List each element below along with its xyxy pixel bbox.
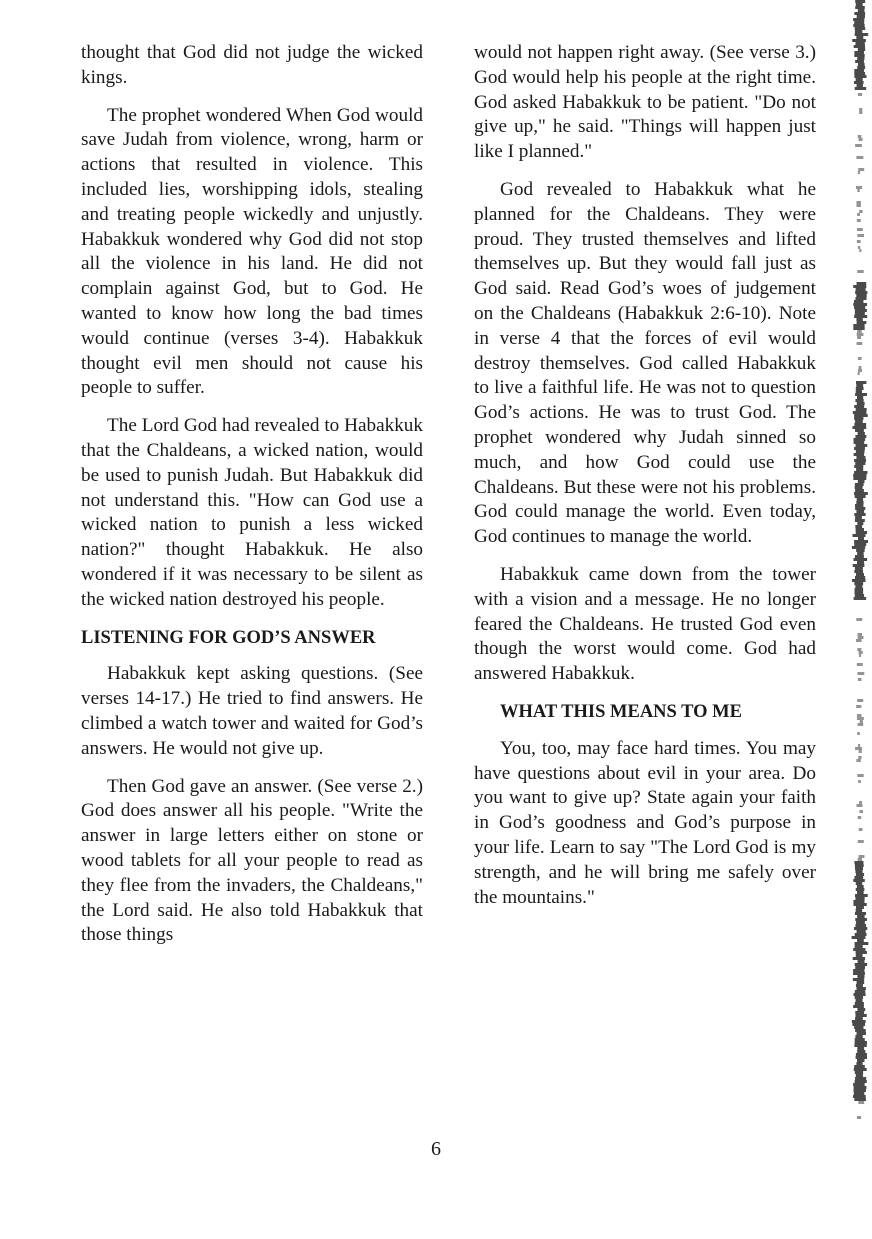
scan-edge-mark [858, 480, 865, 483]
scan-edge-mark [854, 540, 868, 543]
scan-edge-mark [855, 585, 862, 588]
scan-edge-mark [856, 759, 860, 762]
scan-edge-mark [857, 648, 861, 651]
scan-edge-mark [855, 942, 869, 945]
scan-edge-mark [854, 441, 865, 444]
scan-edge-mark [855, 1029, 866, 1032]
scan-edge-mark [856, 705, 861, 708]
scan-edge-mark [854, 513, 865, 516]
scan-edge-mark [856, 954, 863, 957]
scan-edge-mark [854, 1044, 866, 1047]
scan-edge-mark [854, 543, 866, 546]
scan-edge-mark [855, 33, 869, 36]
scan-edge-mark [858, 9, 865, 12]
scan-edge-mark [858, 723, 864, 726]
scan-edge-mark [858, 678, 862, 681]
scan-edge-mark [856, 156, 863, 159]
scan-edge-mark [859, 855, 865, 858]
scan-edge-mark [854, 423, 866, 426]
paragraph: The prophet wondered When God would save Judah from violence, wrong, harm or actions that resulted in violence. This included lies, worshipping idols, stealing and treating people wickedly and unjustly. Habakkuk wondered why God did not stop all the violence in his land. He did not complain against God, but to God. He wanted to know how long the bad times would continue (verses 3-4). Habakkuk thought evil men should not cause his people to suffer. [81, 104, 423, 399]
scan-edge-mark [855, 507, 865, 510]
scan-edge-mark [857, 282, 867, 285]
scan-edge-mark [853, 474, 866, 477]
scan-edge-mark [855, 894, 868, 897]
scan-edge-mark [855, 897, 864, 900]
scan-edge-mark [854, 492, 868, 495]
scan-edge-mark [856, 384, 863, 387]
scan-edge-mark [857, 891, 864, 894]
scan-edge-mark [857, 975, 864, 978]
scan-edge-mark [858, 960, 865, 963]
scan-edge-mark [857, 402, 865, 405]
scan-edge-mark [854, 471, 867, 474]
scan-edge-mark [855, 1017, 863, 1020]
scan-edge-mark [854, 591, 863, 594]
scan-edge-mark [856, 1062, 862, 1065]
scan-edge-mark [854, 54, 864, 57]
left-column [81, 41, 423, 961]
scan-edge-mark [853, 327, 864, 330]
scan-edge-mark [855, 87, 866, 90]
scan-edge-mark [855, 435, 866, 438]
scan-edge-mark [856, 186, 862, 189]
scan-edge-mark [854, 51, 864, 54]
scan-edge-mark [856, 951, 867, 954]
scan-edge-mark [856, 531, 867, 534]
scan-edge-mark [859, 750, 862, 753]
scan-edge-mark [855, 1071, 863, 1074]
scan-edge-mark [856, 888, 865, 891]
scan-edge-mark [854, 405, 864, 408]
scan-edge-mark [857, 270, 863, 273]
right-column [474, 41, 816, 923]
scan-edge-mark [857, 717, 864, 720]
scan-edge-mark [858, 369, 862, 372]
scan-edge-mark [853, 534, 866, 537]
scan-edge-mark [854, 459, 866, 462]
scan-edge-mark [856, 387, 864, 390]
scan-edge-mark [855, 60, 864, 63]
scan-edge-mark [858, 432, 865, 435]
scan-edge-mark [855, 747, 862, 750]
scan-edge-mark [854, 927, 867, 930]
scan-edge-mark [855, 399, 863, 402]
scan-edge-mark [858, 756, 861, 759]
scan-edge-mark [854, 414, 868, 417]
scan-edge-mark [854, 453, 865, 456]
scan-edge-mark [856, 456, 865, 459]
scan-edge-mark [855, 594, 864, 597]
scan-edge-mark [856, 408, 867, 411]
scan-edge-mark [855, 924, 866, 927]
scan-edge-mark [854, 1092, 865, 1095]
scan-edge-mark [853, 285, 866, 288]
scan-edge-mark [855, 291, 867, 294]
scan-edge-mark [854, 21, 864, 24]
scan-edge-mark [855, 42, 864, 45]
scan-edge-mark [855, 1080, 867, 1083]
scan-edge-mark [854, 1086, 867, 1089]
scan-edge-mark [856, 510, 864, 513]
scan-edge-mark [860, 720, 863, 723]
scan-edge-mark [856, 1053, 867, 1056]
scan-edge-mark [859, 138, 863, 141]
scan-edge-mark [854, 1098, 866, 1101]
scan-edge-mark [857, 330, 862, 333]
scan-edge-mark [857, 336, 861, 339]
scan-edge-mark [858, 48, 865, 51]
scan-edge-mark [858, 168, 864, 171]
scan-edge-mark [857, 57, 864, 60]
scan-edge-mark [856, 201, 860, 204]
scan-edge-mark [855, 1038, 865, 1041]
scan-edge-mark [855, 420, 863, 423]
scan-edge-mark [854, 75, 866, 78]
scan-edge-mark [858, 858, 862, 861]
scan-edge-mark [857, 219, 861, 222]
scan-edge-mark [856, 3, 863, 6]
scan-edge-mark [855, 963, 867, 966]
scan-edge-mark [853, 1095, 866, 1098]
scan-edge-mark [852, 936, 866, 939]
scan-edge-mark [854, 315, 867, 318]
scan-edge-mark [853, 957, 865, 960]
scan-edge-mark [856, 501, 863, 504]
scan-edge-mark [857, 804, 863, 807]
scan-edge-mark [853, 18, 864, 21]
scan-edge-shadow [846, 0, 872, 1120]
page-number: 6 [431, 1138, 441, 1160]
scan-edge-mark [853, 948, 865, 951]
scan-edge-mark [859, 801, 862, 804]
scan-edge-mark [856, 468, 863, 471]
scan-edge-mark [858, 93, 862, 96]
scan-edge-mark [855, 504, 863, 507]
scan-edge-mark [855, 966, 865, 969]
scan-edge-mark [859, 651, 863, 654]
scan-edge-mark [856, 882, 863, 885]
scan-edge-mark [856, 999, 863, 1002]
scan-edge-mark [857, 939, 864, 942]
scan-edge-mark [854, 45, 865, 48]
scan-edge-mark [855, 144, 862, 147]
scan-edge-mark [857, 234, 864, 237]
scan-edge-mark [856, 909, 863, 912]
scan-edge-mark [856, 528, 864, 531]
scan-edge-mark [859, 654, 861, 657]
scan-edge-mark [856, 906, 864, 909]
scan-edge-mark [858, 372, 860, 375]
scan-edge-mark [855, 996, 863, 999]
scan-edge-mark [855, 912, 866, 915]
scan-edge-mark [853, 411, 867, 414]
scan-edge-mark [856, 318, 862, 321]
scan-edge-mark [855, 0, 865, 3]
scan-edge-mark [853, 564, 865, 567]
scan-edge-mark [853, 558, 867, 561]
scan-edge-mark [857, 15, 865, 18]
scan-edge-mark [857, 1008, 865, 1011]
scan-edge-mark [855, 1014, 866, 1017]
scan-edge-mark [857, 915, 865, 918]
scan-edge-mark [854, 81, 864, 84]
scan-edge-mark [856, 1074, 863, 1077]
scan-edge-mark [855, 867, 863, 870]
scan-edge-mark [853, 24, 864, 27]
scan-edge-mark [853, 1005, 864, 1008]
scan-edge-mark [856, 987, 865, 990]
scan-edge-mark [855, 918, 867, 921]
scan-edge-mark [856, 984, 863, 987]
scan-edge-mark [857, 663, 863, 666]
scan-edge-mark [855, 27, 865, 30]
scan-edge-mark [857, 714, 862, 717]
scan-edge-mark [857, 333, 864, 336]
scan-edge-mark [854, 465, 863, 468]
scan-edge-mark [854, 417, 863, 420]
scan-edge-mark [857, 930, 866, 933]
scan-edge-mark [853, 438, 865, 441]
scan-edge-mark [856, 294, 866, 297]
scan-edge-mark [858, 357, 862, 360]
scan-edge-mark [856, 450, 865, 453]
scan-edge-mark [855, 6, 865, 9]
scan-edge-mark [853, 1083, 865, 1086]
scan-edge-mark [855, 1011, 864, 1014]
scan-edge-mark [855, 1035, 862, 1038]
paragraph: God revealed to Habakkuk what he planned for the Chaldeans. They were proud. They trusted themselves and lifted themselves up. But they would fall just as God said. Read God’s woes of judgement on the Chaldeans (Habakkuk 2:6-10). Note in verse 4 that the forces of evil would destroy themselves. God called Habakkuk to live a faithful life. He was not to question God’s actions. He was to trust God. The prophet wondered why Judah sinned so much, and how God could use the Chaldeans. But these were not his problems. God could manage the world. Even today, God continues to manage the world. [474, 178, 816, 548]
scan-edge-mark [856, 78, 863, 81]
paragraph: You, too, may face hard times. You may have questions about evil in your area. Do you want to give up? State again your faith in God’s goodness and God’s purpose in your life. Learn to say "The Lord God is my strength, and he will bring me safely over the mountains." [474, 737, 816, 908]
scan-edge-mark [855, 30, 862, 33]
scan-edge-mark [857, 774, 863, 777]
scan-edge-mark [855, 1041, 867, 1044]
scan-edge-mark [856, 639, 862, 642]
scan-edge-mark [856, 288, 866, 291]
scan-edge-mark [855, 462, 865, 465]
scan-edge-mark [857, 66, 865, 69]
scan-edge-mark [858, 171, 860, 174]
scan-edge-mark [855, 945, 863, 948]
paragraph: Habakkuk kept asking questions. (See verses 14-17.) He tried to find answers. He climbed a watch tower and waited for God’s answers. He would not give up. [81, 663, 423, 759]
scan-edge-mark [859, 366, 862, 369]
scan-edge-mark [855, 483, 864, 486]
scan-edge-mark [853, 993, 865, 996]
scan-edge-mark [854, 1026, 863, 1029]
scan-edge-mark [857, 213, 860, 216]
scan-edge-mark [858, 840, 864, 843]
scan-edge-mark [854, 306, 865, 309]
scan-edge-mark [853, 903, 866, 906]
scan-edge-mark [855, 312, 865, 315]
scan-edge-mark [855, 864, 864, 867]
scan-edge-mark [855, 567, 863, 570]
scan-edge-mark [856, 381, 866, 384]
scan-edge-mark [852, 546, 865, 549]
scan-edge-mark [855, 393, 867, 396]
scan-edge-mark [854, 447, 865, 450]
scan-edge-mark [857, 1116, 861, 1119]
scan-edge-mark [852, 1020, 866, 1023]
scan-edge-mark [857, 84, 863, 87]
scan-edge-mark [857, 732, 860, 735]
scan-edge-mark [855, 516, 862, 519]
scan-edge-mark [859, 108, 862, 111]
scan-edge-mark [852, 1023, 865, 1026]
paragraph: Habakkuk came down from the tower with a vision and a message. He no longer feared the Chaldeans. He trusted God even though the worst would come. God had answered Habakkuk. [474, 563, 816, 685]
scan-edge-mark [856, 390, 862, 393]
scan-edge-mark [859, 828, 863, 831]
scan-edge-mark [857, 240, 861, 243]
scan-edge-mark [858, 744, 860, 747]
scan-edge-mark [859, 810, 863, 813]
scan-edge-mark [853, 879, 864, 882]
scan-edge-mark [856, 921, 865, 924]
paragraph: Then God gave an answer. (See verse 2.) God does answer all his people. "Write the answer in large letters either on stone or wood tablets for all your people to read as they flee from the invaders, the Chaldeans," the Lord said. He also told Habakkuk that those things [81, 775, 423, 946]
scan-edge-mark [852, 579, 866, 582]
scan-edge-mark [855, 1002, 864, 1005]
scan-edge-mark [854, 861, 863, 864]
scan-edge-mark [859, 249, 861, 252]
scan-edge-mark [855, 489, 864, 492]
scan-edge-mark [855, 519, 865, 522]
scan-edge-mark [856, 204, 860, 207]
scan-edge-mark [855, 990, 865, 993]
scan-edge-mark [856, 873, 864, 876]
scan-edge-mark [854, 876, 863, 879]
scan-edge-mark [853, 978, 864, 981]
scan-edge-mark [855, 429, 864, 432]
scan-edge-mark [853, 900, 864, 903]
scan-edge-mark [857, 552, 864, 555]
scan-edge-mark [858, 246, 860, 249]
scan-edge-mark [856, 1056, 867, 1059]
scan-edge-mark [858, 1101, 864, 1104]
scan-edge-mark [854, 597, 867, 600]
scan-edge-mark [854, 12, 865, 15]
scan-edge-mark [854, 300, 864, 303]
scan-edge-mark [857, 342, 863, 345]
scan-edge-mark [853, 972, 865, 975]
scan-edge-mark [858, 633, 862, 636]
scan-edge-mark [855, 309, 867, 312]
scan-edge-mark [857, 321, 867, 324]
scan-edge-mark [857, 885, 864, 888]
scan-edge-mark [855, 297, 866, 300]
scan-edge-mark [857, 189, 859, 192]
scan-edge-mark [858, 135, 862, 138]
scan-edge-mark [857, 672, 864, 675]
scan-edge-mark [856, 549, 864, 552]
scan-edge-mark [854, 1065, 865, 1068]
scan-edge-mark [855, 933, 867, 936]
scan-edge-mark [853, 324, 864, 327]
scan-edge-mark [856, 36, 863, 39]
scan-edge-mark [858, 537, 864, 540]
scan-edge-mark [856, 618, 862, 621]
scan-edge-mark [854, 1068, 867, 1071]
scan-edge-mark [855, 555, 864, 558]
scan-edge-mark [859, 210, 862, 213]
scan-edge-mark [858, 63, 865, 66]
scan-edge-mark [854, 69, 864, 72]
paragraph: thought that God did not judge the wicked kings. [81, 42, 423, 88]
scan-edge-mark [853, 969, 864, 972]
scan-edge-mark [857, 522, 863, 525]
scan-edge-mark [855, 870, 862, 873]
scan-edge-mark [857, 561, 864, 564]
scan-edge-mark [854, 582, 863, 585]
scan-edge-mark [854, 72, 865, 75]
scan-edge-mark [852, 426, 866, 429]
scan-edge-mark [857, 1050, 865, 1053]
scan-edge-mark [854, 1089, 866, 1092]
scan-edge-mark [858, 816, 862, 819]
scan-edge-mark [857, 1032, 866, 1035]
scan-edge-mark [857, 1059, 864, 1062]
scan-edge-mark [857, 1047, 864, 1050]
scan-edge-mark [857, 981, 865, 984]
scan-edge-mark [857, 498, 863, 501]
scan-edge-mark [855, 1077, 866, 1080]
scan-edge-mark [857, 396, 863, 399]
scan-edge-mark [855, 525, 862, 528]
scan-edge-mark [856, 573, 864, 576]
paragraph: would not happen right away. (See verse 3.) God would help his people at the right time. God asked Habakkuk to be patient. "Do not give up," he said. "Things will happen just like I planned." [474, 42, 816, 163]
scan-edge-mark [853, 477, 866, 480]
scan-edge-mark [854, 570, 863, 573]
scan-edge-mark [852, 39, 866, 42]
scan-edge-mark [856, 444, 868, 447]
section-heading-meaning: WHAT THIS MEANS TO ME [500, 701, 742, 722]
scan-edge-mark [857, 228, 863, 231]
scan-edge-mark [855, 495, 866, 498]
scan-edge-mark [855, 486, 863, 489]
scan-edge-mark [855, 576, 865, 579]
scan-edge-mark [853, 303, 867, 306]
paragraph: The Lord God had revealed to Habakkuk that the Chaldeans, a wicked nation, would be used to punish Judah. But Habakkuk did not understand this. "How can God use a wicked nation to punish a less wicked nation?" thought Habakkuk. He also wondered if it was necessary to be silent as the wicked nation destroyed his people. [81, 415, 423, 610]
section-heading-listening: LISTENING FOR GOD’S ANSWER [81, 627, 376, 648]
scan-edge-mark [858, 780, 861, 783]
scan-edge-mark [855, 588, 864, 591]
scan-edge-mark [859, 111, 862, 114]
scan-edge-mark [858, 636, 864, 639]
scan-edge-mark [857, 699, 863, 702]
